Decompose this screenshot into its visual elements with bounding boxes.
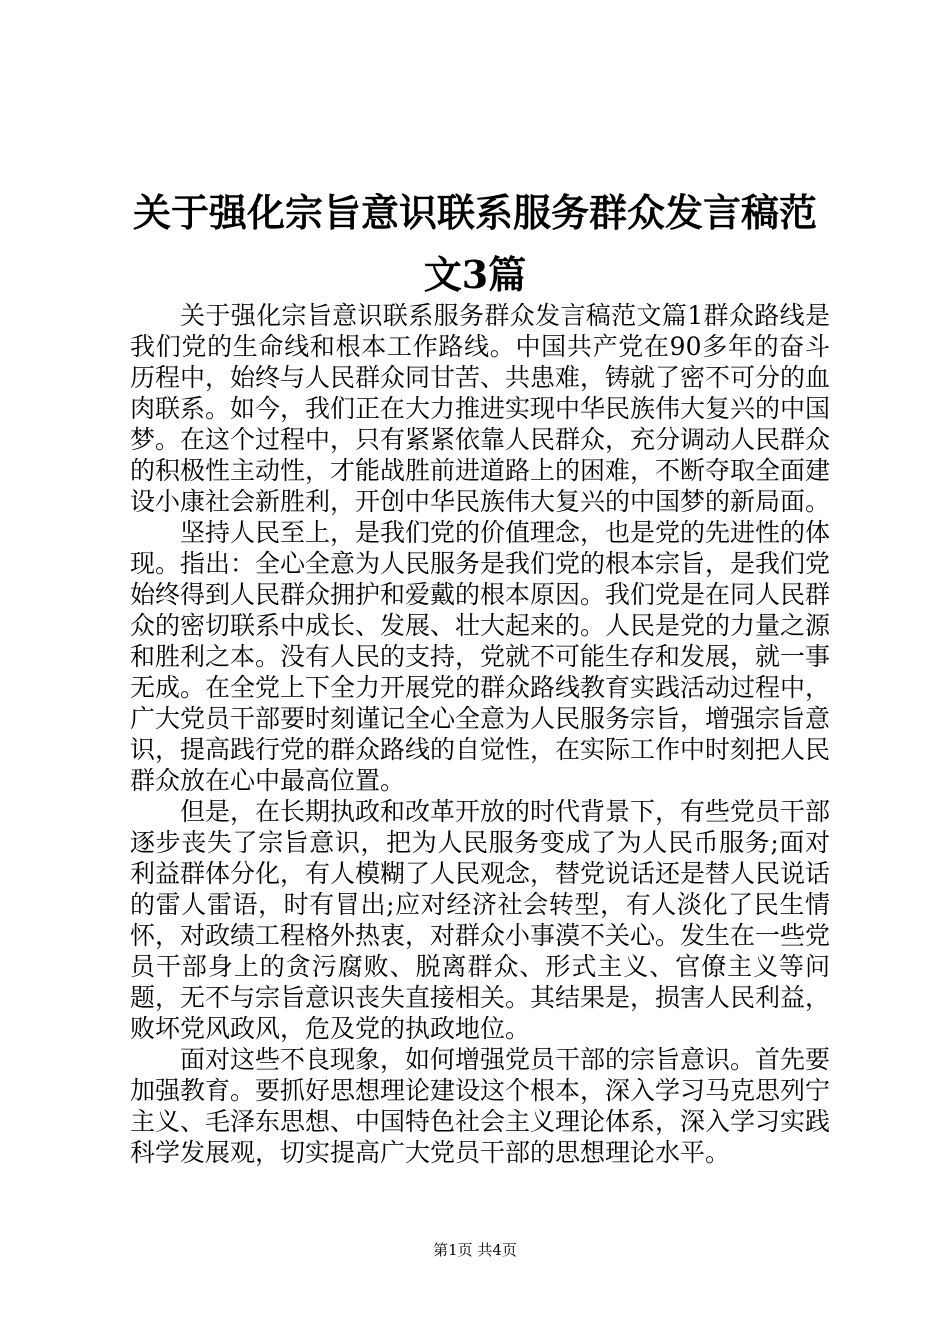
- paragraph-1: 关于强化宗旨意识联系服务群众发言稿范文篇1群众路线是我们党的生命线和根本工作路线。中国共产党在90多年的奋斗历程中，始终与人民群众同甘苦、共患难，铸就了密不可分的血肉联系。如今，我们正在大力推进实现中华民族伟大复兴的中国梦。在这个过程中，只有紧紧依靠人民群众，充分调动人民群众的积极性主动性，才能战胜前进道路上的困难，不断夺取全面建设小康社会新胜利，开创中华民族伟大复兴的中国梦的新局面。: [130, 301, 831, 516]
- paragraph-3: 但是，在长期执政和改革开放的时代背景下，有些党员干部逐步丧失了宗旨意识，把为人民服务变成了为人民币服务;面对利益群体分化，有人模糊了人民观念，替党说话还是替人民说话的雷人雷语，时有冒出;应对经济社会转型，有人淡化了民生情怀，对政绩工程格外热衷，对群众小事漠不关心。发生在一些党员干部身上的贪污腐败、脱离群众、形式主义、官僚主义等问题，无不与宗旨意识丧失直接相关。其结果是，损害人民利益，败坏党风政风，危及党的执政地位。: [130, 797, 831, 1043]
- document-body: [130, 300, 830, 1168]
- document-title: 关于强化宗旨意识联系服务群众发言稿范文3篇: [132, 190, 817, 297]
- paragraph-4: 面对这些不良现象，如何增强党员干部的宗旨意识。首先要加强教育。要抓好思想理论建设这个根本，深入学习马克思列宁主义、毛泽东思想、中国特色社会主义理论体系，深入学习实践科学发展观，切实提高广大党员干部的思想理论水平。: [130, 1045, 831, 1167]
- page-number-footer: 第1页 共4页: [433, 1241, 517, 1259]
- paragraph-2: 坚持人民至上，是我们党的价值理念，也是党的先进性的体现。指出：全心全意为人民服务是我们党的根本宗旨，是我们党始终得到人民群众拥护和爱戴的根本原因。我们党是在同人民群众的密切联系中成长、发展、壮大起来的。人民是党的力量之源和胜利之本。没有人民的支持，党就不可能生存和发展，就一事无成。在全党上下全力开展党的群众路线教育实践活动过程中，广大党员干部要时刻谨记全心全意为人民服务宗旨，增强宗旨意识，提高践行党的群众路线的自觉性，在实际工作中时刻把人民群众放在心中最高位置。: [130, 518, 831, 795]
